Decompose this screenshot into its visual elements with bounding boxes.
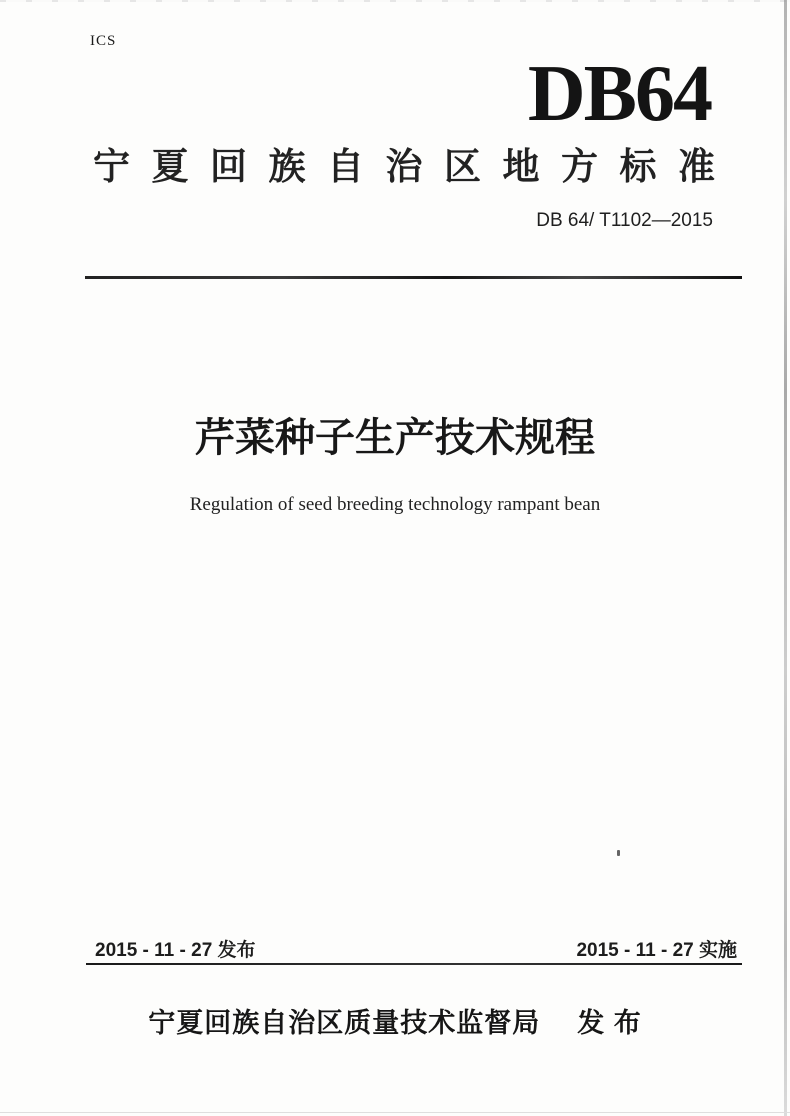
ics-label: ICS: [90, 33, 117, 49]
standard-doc-number: DB 64/ T1102—2015: [536, 210, 713, 231]
db64-logo: DB64: [527, 50, 711, 138]
issue-date: 2015 - 11 - 27 发布: [95, 940, 256, 961]
implementation-date: 2015 - 11 - 27 实施: [576, 940, 737, 961]
standard-name-heading: 宁 夏 回 族 自 治 区 地 方 标 准: [93, 146, 715, 187]
footer-row: [0, 1008, 790, 1039]
title-english: Regulation of seed breeding technology rampant bean: [189, 494, 601, 515]
scan-artifact-bottom-edge: [0, 1112, 790, 1113]
issuing-authority: 宁夏回族自治区质量技术监督局: [148, 1008, 541, 1038]
publish-label: 发 布: [577, 1008, 642, 1038]
scan-artifact-top-edge: [0, 0, 790, 2]
footer-divider-rule: [86, 963, 742, 965]
title-chinese: 芹菜种子生产技术规程: [195, 416, 595, 460]
scan-artifact-right-edge: [784, 0, 787, 1116]
scan-artifact-speck: [617, 850, 620, 856]
header-divider-rule: [85, 276, 742, 279]
